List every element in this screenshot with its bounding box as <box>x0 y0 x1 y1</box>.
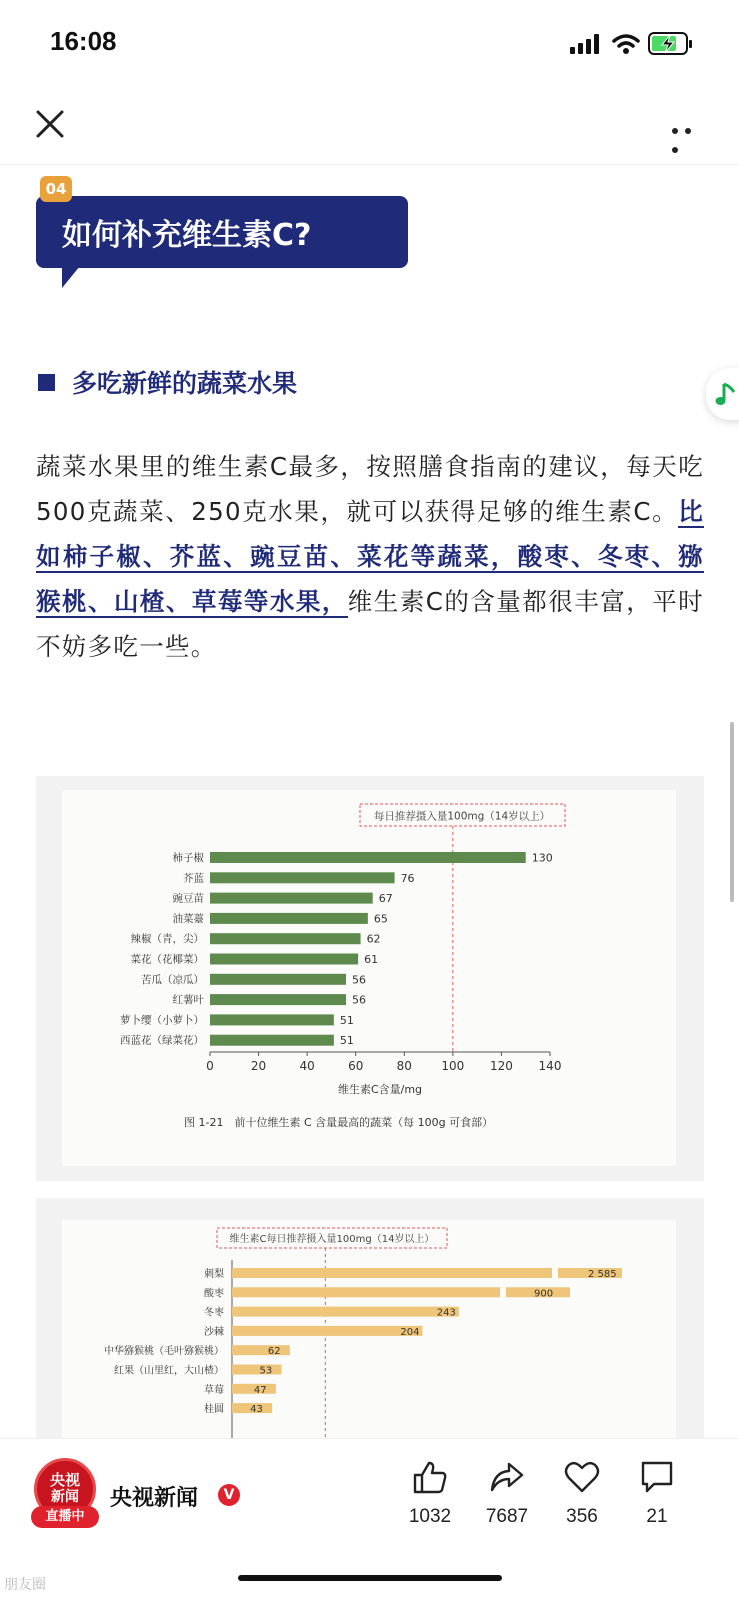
more-options-icon[interactable] <box>672 119 708 129</box>
chart-vegetables-svg <box>62 790 676 1166</box>
bar <box>232 1307 459 1317</box>
bar-value-label: 43 <box>250 1404 263 1416</box>
favorite-button[interactable] <box>552 1460 612 1528</box>
close-icon[interactable] <box>34 108 66 140</box>
section-number-badge: 04 <box>40 176 72 202</box>
category-label: 油菜薹 <box>172 912 204 925</box>
music-float-button[interactable] <box>706 368 739 420</box>
verified-badge: V <box>218 1484 240 1506</box>
category-label: 红果（山里红，大山楂） <box>114 1365 224 1377</box>
bar-value-label: 65 <box>373 912 388 926</box>
x-tick-label: 60 <box>348 1059 364 1073</box>
category-label: 苦瓜（凉瓜） <box>141 973 204 986</box>
bar-value-label: 61 <box>364 953 379 966</box>
bar-break-mark <box>552 1268 558 1278</box>
x-tick-label: 20 <box>250 1059 267 1073</box>
thumbs-up-icon <box>412 1460 448 1494</box>
bar <box>210 933 361 944</box>
x-tick-label: 100 <box>441 1059 465 1073</box>
bar-value-label: 47 <box>253 1384 267 1396</box>
category-label: 辣椒（青，尖） <box>130 933 204 946</box>
bar <box>232 1365 281 1375</box>
x-tick-label: 120 <box>489 1059 513 1073</box>
reference-label: 每日推荐摄入量100mg（14岁以上） <box>373 810 551 823</box>
source-name[interactable]: 央视新闻 <box>110 1486 199 1511</box>
heart-icon <box>564 1460 600 1494</box>
live-badge: 直播中 <box>31 1506 99 1528</box>
category-label: 西蓝花（绿菜花） <box>120 1034 204 1047</box>
section-heading-tail <box>62 266 80 288</box>
chart-caption: 图 1-21 前十位维生素 C 含量最高的蔬菜（每 100g 可食部） <box>184 1116 494 1129</box>
category-label: 红薯叶 <box>172 994 204 1007</box>
like-button[interactable] <box>400 1460 460 1528</box>
share-icon <box>489 1460 525 1494</box>
battery-charging-icon <box>648 32 694 56</box>
category-label: 萝卜缨（小萝卜） <box>120 1014 204 1027</box>
bar-break-mark <box>500 1287 506 1297</box>
subheading: 多吃新鲜的蔬菜水果 <box>72 369 298 398</box>
wifi-icon <box>612 33 640 55</box>
chart-fruits <box>62 1220 676 1450</box>
share-count: 7687 <box>485 1506 529 1527</box>
bar <box>210 974 346 985</box>
category-label: 芥蓝 <box>183 872 204 885</box>
bar-value-label: 76 <box>400 871 415 885</box>
x-axis-label: 维生素C含量/mg <box>337 1083 423 1096</box>
bar-value-label: 67 <box>378 892 393 906</box>
paragraph-highlight: 比如柿子椒、芥蓝、豌豆苗、菜花等蔬菜，酸枣、冬枣、猕猴桃、山楂、草莓等水果， <box>36 497 704 616</box>
bar <box>210 954 358 965</box>
paragraph-text-1: 蔬菜水果里的维生素C最多，按照膳食指南的建议，每天吃500克蔬菜、250克水果，就可以获得足够的维生素C。 <box>36 452 704 526</box>
signal-icon <box>570 34 604 54</box>
bar <box>232 1268 622 1278</box>
scrollbar[interactable] <box>730 722 734 902</box>
music-note-icon <box>714 380 739 408</box>
comment-count: 21 <box>646 1506 668 1527</box>
bar <box>210 913 368 924</box>
bar <box>210 893 373 904</box>
bar <box>210 1035 334 1046</box>
bar-value-label: 204 <box>400 1326 420 1338</box>
bar-value-label: 56 <box>352 973 366 987</box>
logo-line-2: 新闻 <box>51 1489 79 1505</box>
chart-vegetables <box>62 790 676 1166</box>
bar-value-label: 51 <box>339 1034 354 1048</box>
bar-value-label: 243 <box>436 1307 456 1319</box>
category-label: 菜花（花椰菜） <box>130 953 204 966</box>
bar <box>232 1326 422 1336</box>
watermark: 朋友圈 <box>4 1577 46 1593</box>
bar-value-label: 56 <box>352 993 366 1007</box>
category-label: 豌豆苗 <box>172 892 204 905</box>
bar-value-label: 51 <box>339 1013 354 1027</box>
x-tick-label: 40 <box>299 1059 315 1073</box>
bar <box>210 994 346 1005</box>
paragraph-text-2: 维生素C的含量都很丰富，平时不妨多吃一些。 <box>36 587 704 661</box>
like-count: 1032 <box>408 1506 452 1527</box>
x-tick-label: 80 <box>396 1059 412 1073</box>
article-paragraph <box>36 444 704 669</box>
category-label: 刺梨 <box>204 1269 224 1280</box>
section-title: 如何补充维生素C? <box>62 218 312 253</box>
favorite-count: 356 <box>566 1506 598 1527</box>
comment-button[interactable] <box>627 1460 687 1528</box>
bar <box>210 872 395 883</box>
bar-value-label: 62 <box>267 1346 281 1358</box>
bar-value-label: 2 585 <box>588 1269 617 1280</box>
bar <box>210 1014 334 1025</box>
bar-value-label: 900 <box>534 1288 554 1300</box>
bar <box>232 1345 290 1358</box>
category-label: 中华猕猴桃（毛叶猕猴桃） <box>104 1346 224 1358</box>
subheading-marker <box>38 374 55 391</box>
bar-value-label: 53 <box>259 1365 273 1377</box>
status-time: 16:08 <box>50 26 117 56</box>
nav-bar <box>0 90 739 165</box>
category-label: 桂圆 <box>204 1404 224 1416</box>
home-indicator[interactable] <box>238 1575 502 1581</box>
category-label: 沙棘 <box>204 1326 224 1338</box>
bar <box>210 852 526 863</box>
bar-value-label: 130 <box>531 851 553 865</box>
x-tick-label: 0 <box>206 1059 214 1073</box>
reference-label: 维生素C每日推荐摄入量100mg（14岁以上） <box>229 1234 435 1245</box>
status-bar <box>0 0 739 90</box>
x-tick-label: 140 <box>538 1059 562 1073</box>
category-label: 柿子椒 <box>172 852 204 864</box>
logo-line-1: 央视 <box>49 1471 80 1489</box>
category-label: 草莓 <box>204 1384 224 1396</box>
category-label: 酸枣 <box>204 1288 224 1300</box>
share-button[interactable] <box>477 1460 537 1528</box>
comment-icon <box>639 1460 675 1494</box>
category-label: 冬枣 <box>204 1307 224 1319</box>
bar-value-label: 62 <box>366 932 381 946</box>
bar <box>232 1287 570 1300</box>
chart-fruits-svg <box>62 1220 676 1450</box>
